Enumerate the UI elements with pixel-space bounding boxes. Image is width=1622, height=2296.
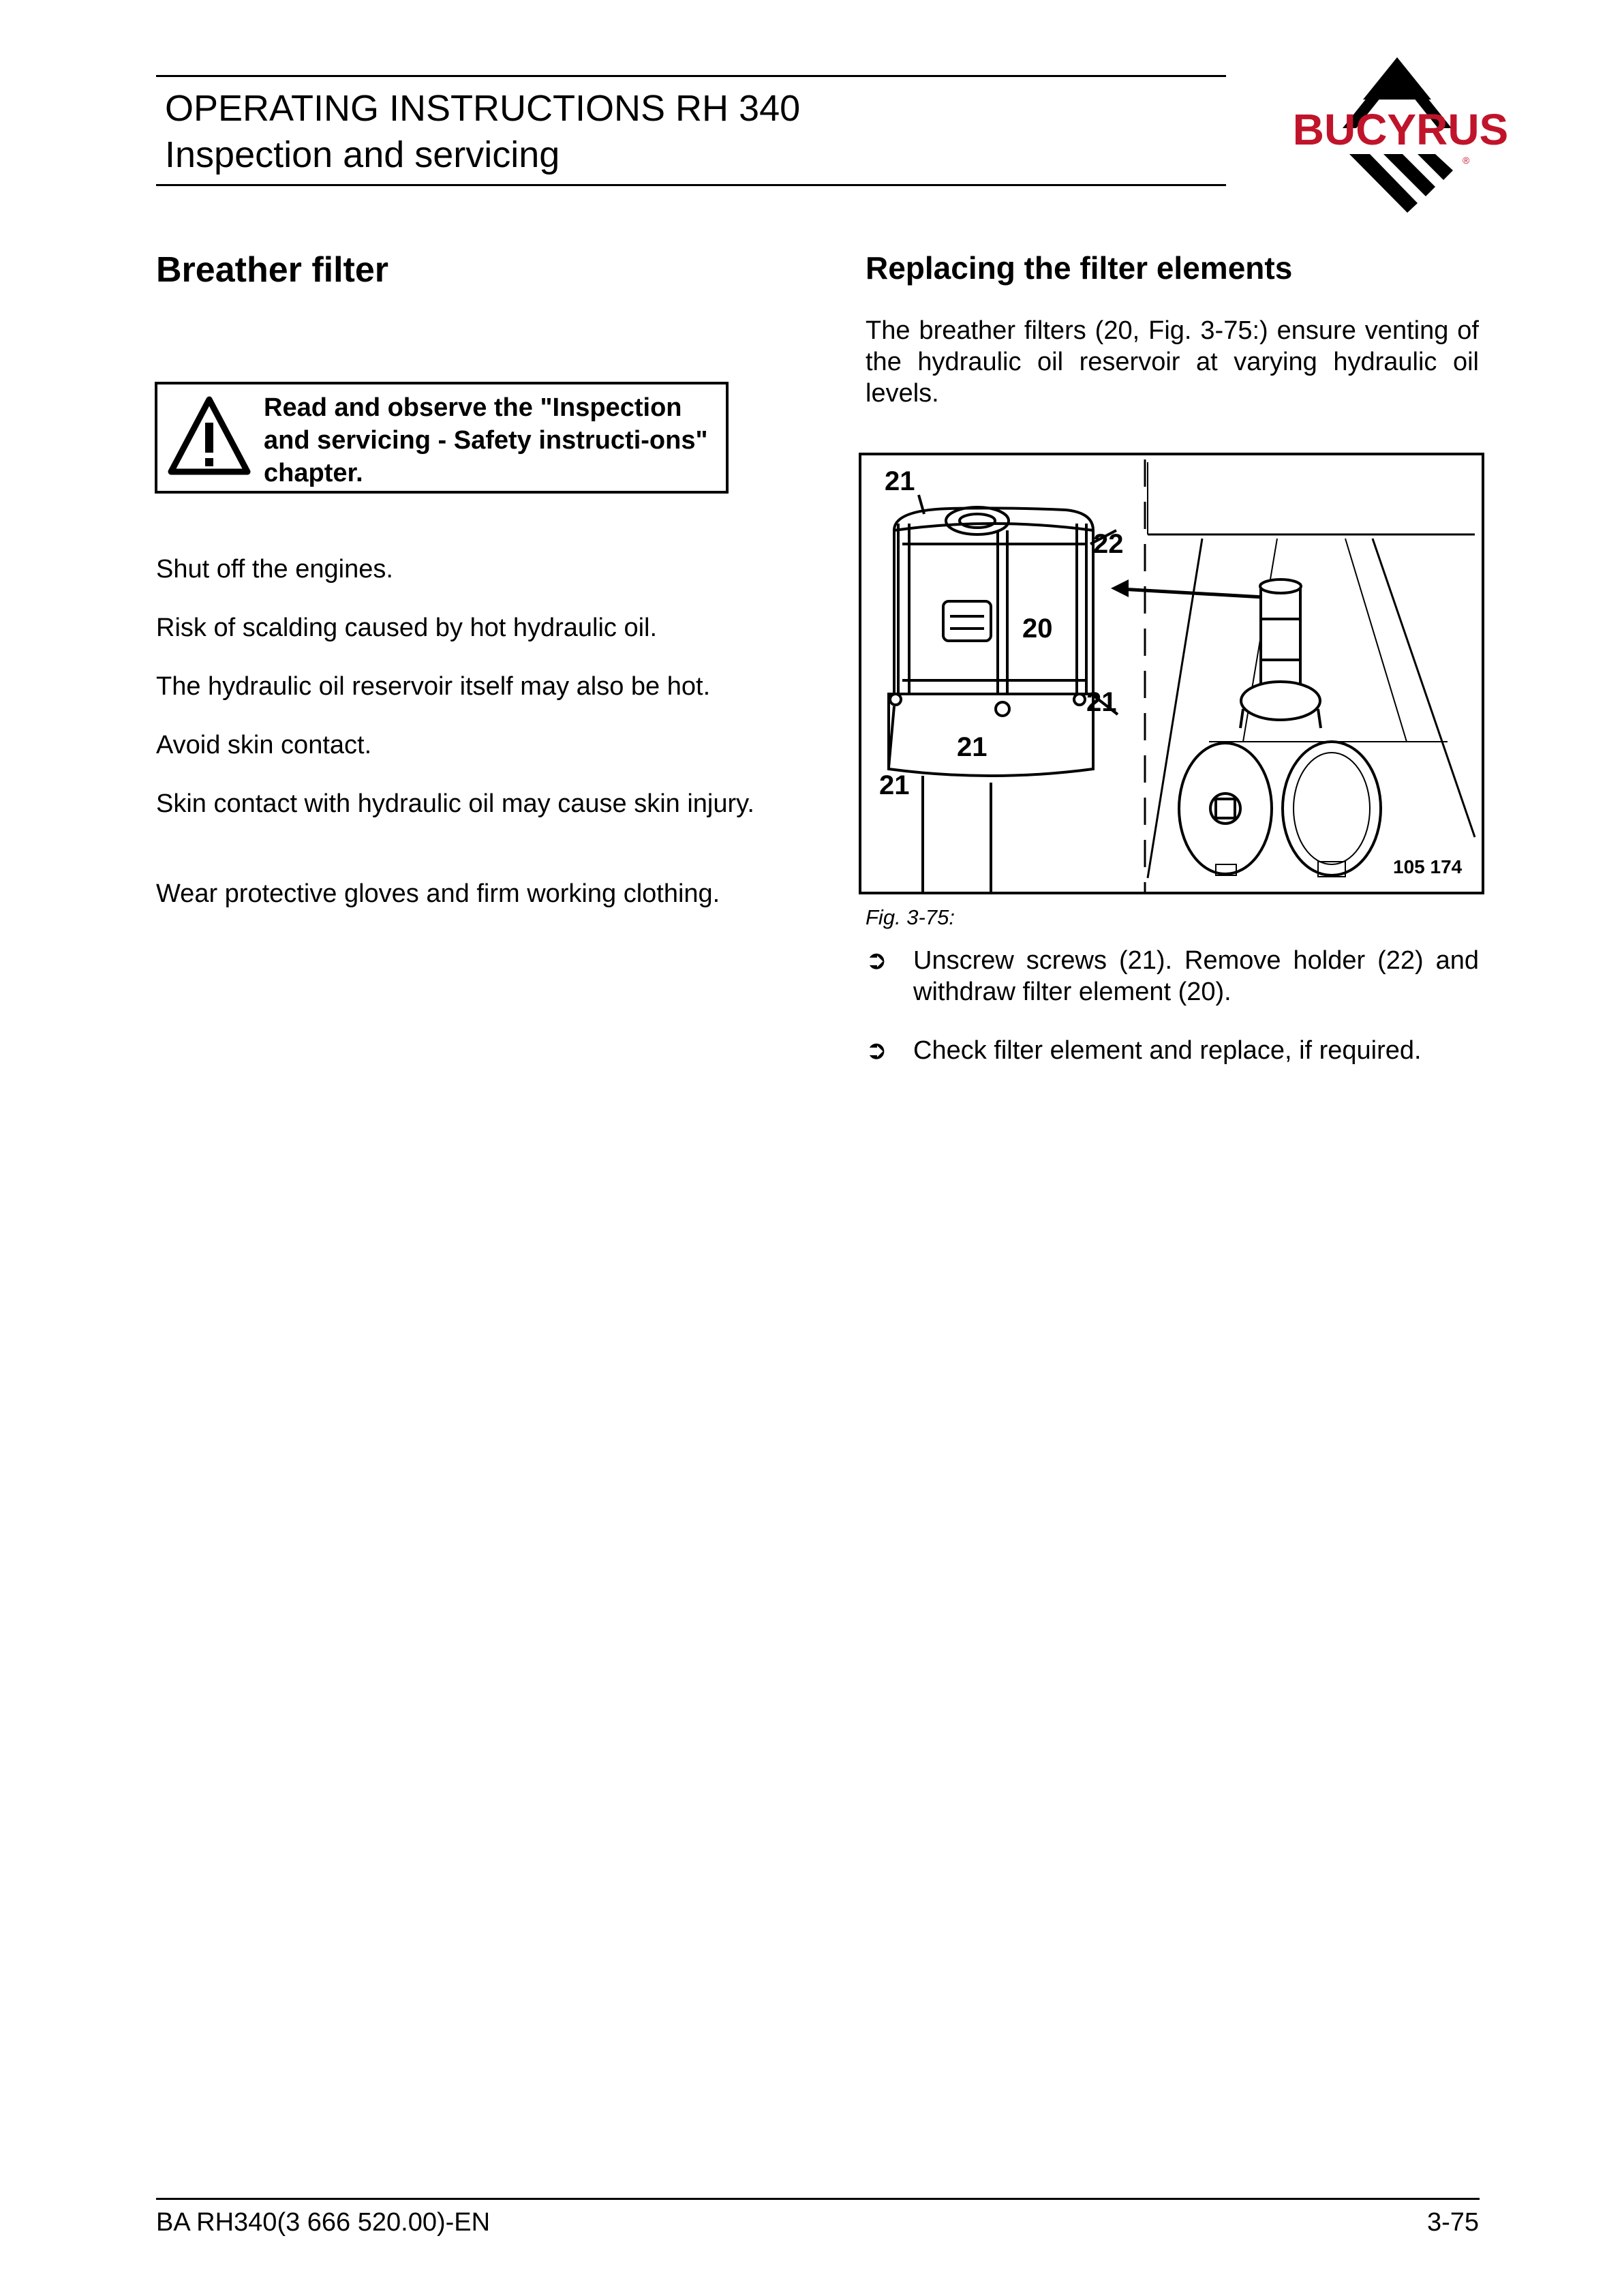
figure-caption: Fig. 3-75:: [866, 905, 955, 929]
step-arrow-icon: ➲: [866, 1036, 887, 1065]
header-bottom-rule: [156, 184, 1226, 186]
warning-triangle-icon: [167, 394, 251, 479]
step-text: Check filter element and replace, if required.: [913, 1036, 1422, 1065]
intro-paragraph: The breather filters (20, Fig. 3-75:) ensure venting of the hydraulic oil reservoir at varying hydraulic oil levels.: [866, 316, 1479, 408]
paragraph-skin-injury: Skin contact with hydraulic oil may cause skin injury.: [156, 789, 754, 818]
paragraph-scalding-risk: Risk of scalding caused by hot hydraulic oil.: [156, 614, 658, 642]
figure-code: 105 174: [1393, 856, 1463, 877]
section-heading-breather-filter: Breather filter: [156, 250, 388, 290]
warning-text: Read and observe the "Inspection and servicing - Safety instructi-ons" chapter.: [264, 393, 708, 487]
header-top-rule: [156, 75, 1226, 77]
callout-22: 22: [1093, 529, 1124, 559]
section-heading-replacing: Replacing the filter elements: [866, 250, 1293, 286]
logo-wordmark: BUCYRUS: [1292, 105, 1509, 154]
safety-warning-box: [155, 382, 729, 494]
footer-rule: [156, 2198, 1480, 2200]
step-text: Unscrew screws (21). Remove holder (22) and withdraw filter element (20).: [913, 946, 1479, 1006]
callout-21-left: 21: [879, 770, 910, 800]
bucyrus-logo: [1268, 52, 1533, 215]
figure-3-75: [859, 453, 1484, 894]
paragraph-shut-off: Shut off the engines.: [156, 555, 393, 584]
breather-filter-illustration: [861, 455, 1482, 892]
section-subtitle: Inspection and servicing: [165, 134, 560, 175]
callout-21-top: 21: [885, 466, 915, 496]
paragraph-reservoir-hot: The hydraulic oil reservoir itself may also be hot.: [156, 672, 711, 701]
paragraph-protective-gear: Wear protective gloves and firm working clothing.: [156, 879, 720, 908]
paragraph-avoid-contact: Avoid skin contact.: [156, 731, 372, 759]
callout-20: 20: [1022, 614, 1053, 644]
callout-21-right: 21: [1086, 687, 1117, 717]
page-number: 3-75: [1426, 2208, 1479, 2237]
document-id: BA RH340(3 666 520.00)-EN: [156, 2208, 491, 2237]
callout-21-middle: 21: [957, 732, 988, 762]
step-arrow-icon: ➲: [866, 946, 887, 975]
svg-text:®: ®: [1463, 155, 1470, 166]
document-title: OPERATING INSTRUCTIONS RH 340: [165, 88, 801, 129]
